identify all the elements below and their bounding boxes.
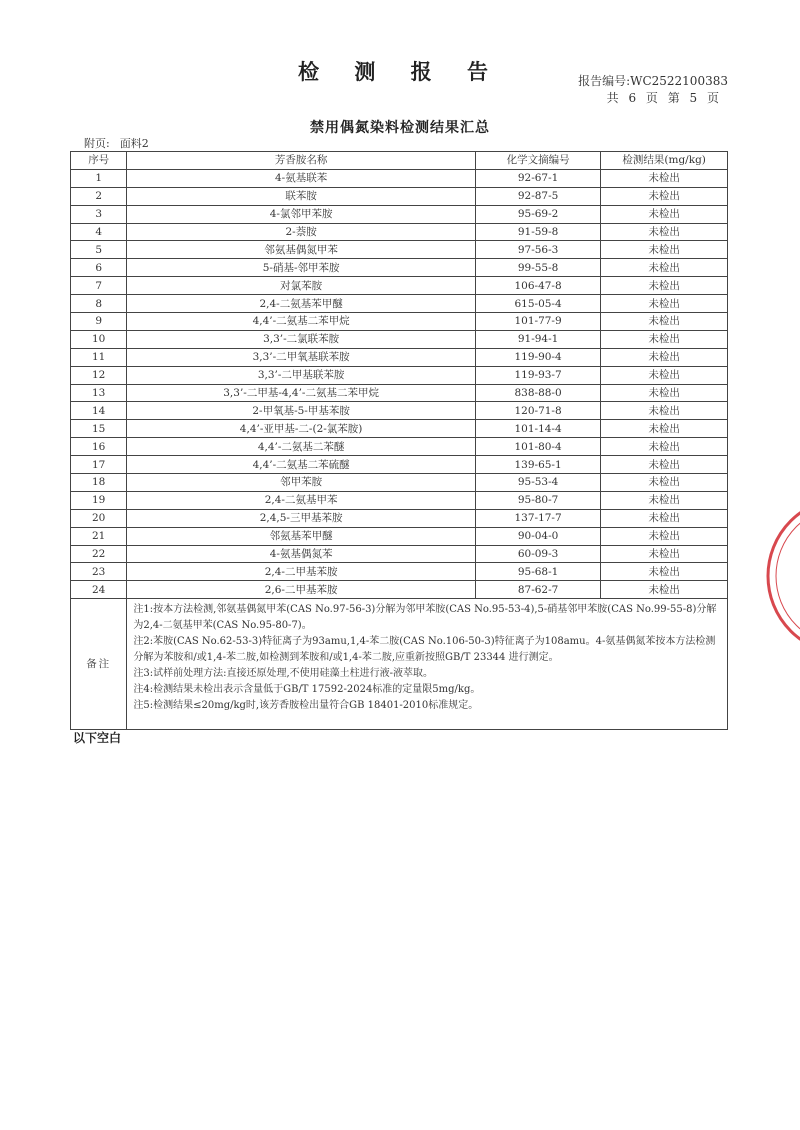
cas-number: 101-80-4: [475, 438, 600, 456]
row-number: 11: [71, 348, 127, 366]
column-header-no: 序号: [71, 152, 127, 170]
table-row: [71, 348, 728, 366]
row-number: 3: [71, 205, 127, 223]
table-row: [71, 491, 728, 509]
amine-name: 4,4’-二氨基二苯硫醚: [127, 456, 475, 474]
cas-number: 101-14-4: [475, 420, 600, 438]
attachment-line: [84, 135, 159, 151]
table-row: [71, 456, 728, 474]
row-number: 9: [71, 313, 127, 331]
amine-name: 4,4’-二氨基二苯醚: [127, 438, 475, 456]
cas-number: 60-09-3: [475, 545, 600, 563]
amine-name: 对氯苯胺: [127, 277, 475, 295]
test-result: 未检出: [601, 527, 728, 545]
row-number: 13: [71, 384, 127, 402]
cas-number: 95-80-7: [475, 491, 600, 509]
test-result: 未检出: [601, 223, 728, 241]
amine-name: 2,4-二甲基苯胺: [127, 563, 475, 581]
row-number: 8: [71, 295, 127, 313]
test-result: 未检出: [601, 295, 728, 313]
cas-number: 120-71-8: [475, 402, 600, 420]
amine-name: 邻甲苯胺: [127, 474, 475, 492]
cas-number: 97-56-3: [475, 241, 600, 259]
table-row: [71, 527, 728, 545]
test-result: 未检出: [601, 384, 728, 402]
cas-number: 139-65-1: [475, 456, 600, 474]
test-result: 未检出: [601, 348, 728, 366]
amine-name: 4,4’-二氨基二苯甲烷: [127, 313, 475, 331]
cas-number: 101-77-9: [475, 313, 600, 331]
test-result: 未检出: [601, 277, 728, 295]
note-4: 注4:检测结果未检出表示含量低于GB/T 17592-2024标准的定量限5mg/kg。: [133, 684, 481, 696]
amine-name: 2-甲氧基-5-甲基苯胺: [127, 402, 475, 420]
cas-number: 838-88-0: [475, 384, 600, 402]
test-result: 未检出: [601, 205, 728, 223]
report-title: 检 测 报 告: [298, 59, 502, 84]
cas-number: 95-53-4: [475, 474, 600, 492]
amine-name: 3,3’-二氯联苯胺: [127, 330, 475, 348]
table-row: [71, 205, 728, 223]
test-result: 未检出: [601, 169, 728, 187]
row-number: 15: [71, 420, 127, 438]
test-result: 未检出: [601, 581, 728, 599]
report-number: 报告编号:WC2522100383: [578, 74, 728, 88]
amine-name: 邻氨基偶氮甲苯: [127, 241, 475, 259]
test-result: 未检出: [601, 313, 728, 331]
test-result: 未检出: [601, 545, 728, 563]
row-number: 12: [71, 366, 127, 384]
row-number: 21: [71, 527, 127, 545]
cas-number: 90-04-0: [475, 527, 600, 545]
row-number: 24: [71, 581, 127, 599]
row-number: 6: [71, 259, 127, 277]
test-result: 未检出: [601, 420, 728, 438]
results-table: [70, 151, 728, 730]
table-row: [71, 474, 728, 492]
amine-name: 4-氨基联苯: [127, 169, 475, 187]
test-result: 未检出: [601, 402, 728, 420]
table-row: [71, 509, 728, 527]
column-header-cas: 化学文摘编号: [475, 152, 600, 170]
cas-number: 91-59-8: [475, 223, 600, 241]
row-number: 22: [71, 545, 127, 563]
amine-name: 联苯胺: [127, 187, 475, 205]
test-result: 未检出: [601, 187, 728, 205]
row-number: 17: [71, 456, 127, 474]
amine-name: 4,4’-亚甲基-二-(2-氯苯胺): [127, 420, 475, 438]
amine-name: 邻氨基苯甲醚: [127, 527, 475, 545]
red-seal-icon: [758, 488, 800, 668]
table-row: [71, 259, 728, 277]
table-row: [71, 277, 728, 295]
row-number: 14: [71, 402, 127, 420]
amine-name: 5-硝基-邻甲苯胺: [127, 259, 475, 277]
table-row: [71, 384, 728, 402]
note-1: 注1:按本方法检测,邻氨基偶氮甲苯(CAS No.97-56-3)分解为邻甲苯胺(CAS No.95-53-4),5-硝基邻甲苯胺(CAS No.99-55-8)分解为2,4-二氨基甲苯(CAS No.95-80-7)。: [133, 604, 717, 632]
test-result: 未检出: [601, 330, 728, 348]
row-number: 1: [71, 169, 127, 187]
row-number: 23: [71, 563, 127, 581]
notes-cell: [127, 599, 728, 730]
test-result: 未检出: [601, 241, 728, 259]
amine-name: 2-萘胺: [127, 223, 475, 241]
row-number: 16: [71, 438, 127, 456]
row-number: 19: [71, 491, 127, 509]
cas-number: 119-90-4: [475, 348, 600, 366]
test-result: 未检出: [601, 509, 728, 527]
row-number: 4: [71, 223, 127, 241]
note-3: 注3:试样前处理方法:直接还原处理,不使用硅藻土柱进行液-液萃取。: [133, 668, 434, 680]
table-row: [71, 438, 728, 456]
test-result: 未检出: [601, 563, 728, 581]
table-row: [71, 169, 728, 187]
cas-number: 137-17-7: [475, 509, 600, 527]
test-result: 未检出: [601, 456, 728, 474]
table-row: [71, 581, 728, 599]
cas-number: 92-67-1: [475, 169, 600, 187]
cas-number: 95-69-2: [475, 205, 600, 223]
attachment-label: 附页:: [84, 137, 110, 150]
note-2: 注2:苯胺(CAS No.62-53-3)特征离子为93amu,1,4-苯二胺(CAS No.106-50-3)特征离子为108amu。4-氨基偶氮苯按本方法检测分解为苯胺和/或1,4-苯二胺,如检测到苯胺和/或1,4-苯二胺,应重新按照GB/T 23344 进行测定。: [133, 636, 716, 664]
column-header-name: 芳香胺名称: [127, 152, 475, 170]
test-result: 未检出: [601, 438, 728, 456]
notes-label: 备注: [71, 599, 127, 730]
summary-subtitle: 禁用偶氮染料检测结果汇总: [310, 120, 490, 136]
cas-number: 92-87-5: [475, 187, 600, 205]
notes-row: [71, 599, 728, 730]
amine-name: 2,4,5-三甲基苯胺: [127, 509, 475, 527]
blank-below-note: 以下空白: [73, 731, 122, 745]
cas-number: 91-94-1: [475, 330, 600, 348]
test-result: 未检出: [601, 259, 728, 277]
attachment-value: 面料2: [119, 137, 149, 150]
table-row: [71, 420, 728, 438]
page-counter: 共 6 页 第 5 页: [606, 91, 722, 105]
test-result: 未检出: [601, 366, 728, 384]
table-row: [71, 241, 728, 259]
table-row: [71, 187, 728, 205]
row-number: 18: [71, 474, 127, 492]
amine-name: 4-氯邻甲苯胺: [127, 205, 475, 223]
cas-number: 615-05-4: [475, 295, 600, 313]
cas-number: 95-68-1: [475, 563, 600, 581]
note-5: 注5:检测结果≤20mg/kg时,该芳香胺检出量符合GB 18401-2010标准规定。: [133, 700, 479, 712]
test-result: 未检出: [601, 491, 728, 509]
table-header-row: [71, 152, 728, 170]
test-result: 未检出: [601, 474, 728, 492]
table-row: [71, 545, 728, 563]
table-row: [71, 402, 728, 420]
amine-name: 2,6-二甲基苯胺: [127, 581, 475, 599]
row-number: 10: [71, 330, 127, 348]
row-number: 20: [71, 509, 127, 527]
row-number: 7: [71, 277, 127, 295]
row-number: 2: [71, 187, 127, 205]
table-row: [71, 330, 728, 348]
cas-number: 87-62-7: [475, 581, 600, 599]
table-row: [71, 313, 728, 331]
column-header-result: 检测结果(mg/kg): [601, 152, 728, 170]
row-number: 5: [71, 241, 127, 259]
report-meta: [578, 73, 728, 107]
table-row: [71, 563, 728, 581]
amine-name: 2,4-二氨基苯甲醚: [127, 295, 475, 313]
amine-name: 3,3’-二甲基联苯胺: [127, 366, 475, 384]
cas-number: 119-93-7: [475, 366, 600, 384]
cas-number: 99-55-8: [475, 259, 600, 277]
amine-name: 2,4-二氨基甲苯: [127, 491, 475, 509]
cas-number: 106-47-8: [475, 277, 600, 295]
table-row: [71, 223, 728, 241]
amine-name: 3,3’-二甲氧基联苯胺: [127, 348, 475, 366]
amine-name: 3,3’-二甲基-4,4’-二氨基二苯甲烷: [127, 384, 475, 402]
amine-name: 4-氨基偶氮苯: [127, 545, 475, 563]
table-row: [71, 295, 728, 313]
table-row: [71, 366, 728, 384]
